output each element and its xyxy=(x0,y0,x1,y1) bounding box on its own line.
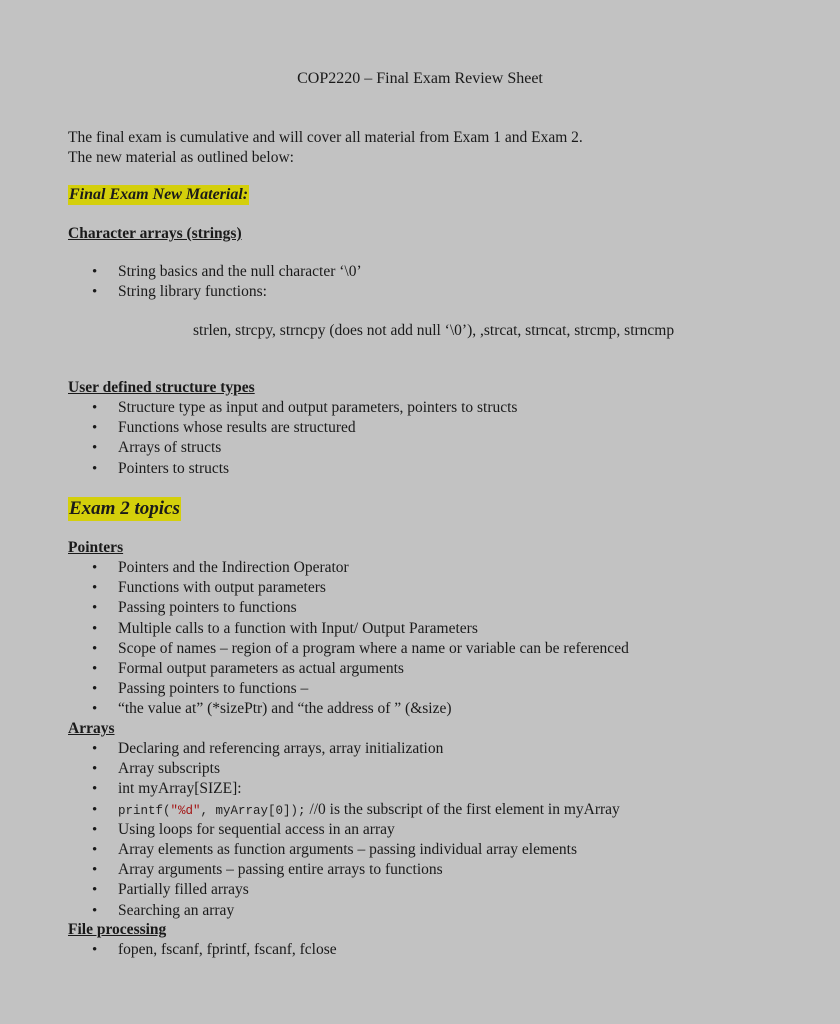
intro-line-2: The new material as outlined below: xyxy=(68,149,294,166)
string-functions-line: strlen, strcpy, strncpy (does not add null ‘\0’), ,strcat, strncat, strcmp, strncmp xyxy=(193,322,675,339)
structs-list xyxy=(68,398,517,479)
bullet-icon: • xyxy=(92,460,98,477)
bullet-icon: • xyxy=(92,580,98,597)
list-item: • Passing pointers to functions – xyxy=(68,679,629,699)
bullet-icon: • xyxy=(92,400,98,416)
bullet-icon: • xyxy=(92,942,98,958)
list-item: • String basics and the null character ‘\0’ xyxy=(68,262,362,282)
bullet-icon: • xyxy=(92,660,98,677)
file-processing-list xyxy=(68,940,337,960)
list-item: • Structure type as input and output parameters, pointers to structs xyxy=(68,398,517,418)
bullet-icon: • xyxy=(92,420,98,437)
list-item: • Pointers to structs xyxy=(68,459,517,479)
list-item: • Using loops for sequential access in an array xyxy=(68,820,620,840)
bullet-icon: • xyxy=(92,902,98,919)
section-heading-arrays: Arrays xyxy=(68,720,115,737)
list-item: • Arrays of structs xyxy=(68,438,517,458)
intro-line-1: The final exam is cumulative and will cover all material from Exam 1 and Exam 2. xyxy=(68,129,583,146)
highlight-exam2-topics: Exam 2 topics xyxy=(69,498,180,519)
char-arrays-list xyxy=(68,262,362,302)
bullet-icon: • xyxy=(92,882,98,899)
bullet-icon: • xyxy=(92,640,98,657)
list-item: • Formal output parameters as actual arguments xyxy=(68,659,629,679)
list-item: • Scope of names – region of a program where a name or variable can be referenced xyxy=(68,639,629,659)
section-heading-char-arrays: Character arrays (strings) xyxy=(68,225,242,242)
bullet-icon: • xyxy=(92,841,98,858)
list-item: • Array arguments – passing entire arrays to functions xyxy=(68,860,620,880)
list-item: • String library functions: xyxy=(68,282,362,302)
list-item: • Partially filled arrays xyxy=(68,880,620,900)
printf-comment: //0 is the subscript of the first element in myArray xyxy=(305,800,620,818)
arrays-list xyxy=(68,739,620,921)
list-item: • Array elements as function arguments – passing individual array elements xyxy=(68,840,620,860)
list-item: • Array subscripts xyxy=(68,759,620,779)
list-item: • Declaring and referencing arrays, array initialization xyxy=(68,739,620,759)
bullet-icon: • xyxy=(92,781,98,798)
bullet-icon: • xyxy=(92,701,98,718)
bullet-icon: • xyxy=(92,862,98,879)
highlight-new-material: Final Exam New Material: xyxy=(69,186,249,203)
list-item-printf xyxy=(68,800,620,820)
bullet-icon: • xyxy=(92,801,98,818)
list-item: • Passing pointers to functions xyxy=(68,598,629,618)
list-item: • Functions whose results are structured xyxy=(68,418,517,438)
list-item: • Functions with output parameters xyxy=(68,578,629,598)
printf-code: printf("%d", myArray[0]); xyxy=(118,803,306,818)
bullet-icon: • xyxy=(92,264,98,280)
list-item: • int myArray[SIZE]: xyxy=(68,779,620,799)
bullet-icon: • xyxy=(92,741,98,757)
list-item: • Pointers and the Indirection Operator xyxy=(68,558,629,578)
bullet-icon: • xyxy=(92,681,98,698)
bullet-icon: • xyxy=(92,560,98,576)
page-title: COP2220 – Final Exam Review Sheet xyxy=(297,70,543,87)
bullet-icon: • xyxy=(92,440,98,457)
bullet-icon: • xyxy=(92,600,98,617)
list-item: • Searching an array xyxy=(68,901,620,921)
section-heading-file-processing: File processing xyxy=(68,921,167,938)
pointers-list xyxy=(68,558,629,720)
bullet-icon: • xyxy=(92,620,98,637)
list-item: • “the value at” (*sizePtr) and “the address of ” (&size) xyxy=(68,699,629,719)
bullet-icon: • xyxy=(92,761,98,778)
bullet-icon: • xyxy=(92,821,98,838)
section-heading-pointers: Pointers xyxy=(68,539,124,556)
intro-paragraph xyxy=(68,128,583,168)
list-item: • Multiple calls to a function with Input/ Output Parameters xyxy=(68,619,629,639)
bullet-icon: • xyxy=(92,284,98,301)
section-heading-structs: User defined structure types xyxy=(68,379,255,396)
list-item: • fopen, fscanf, fprintf, fscanf, fclose xyxy=(68,940,337,960)
